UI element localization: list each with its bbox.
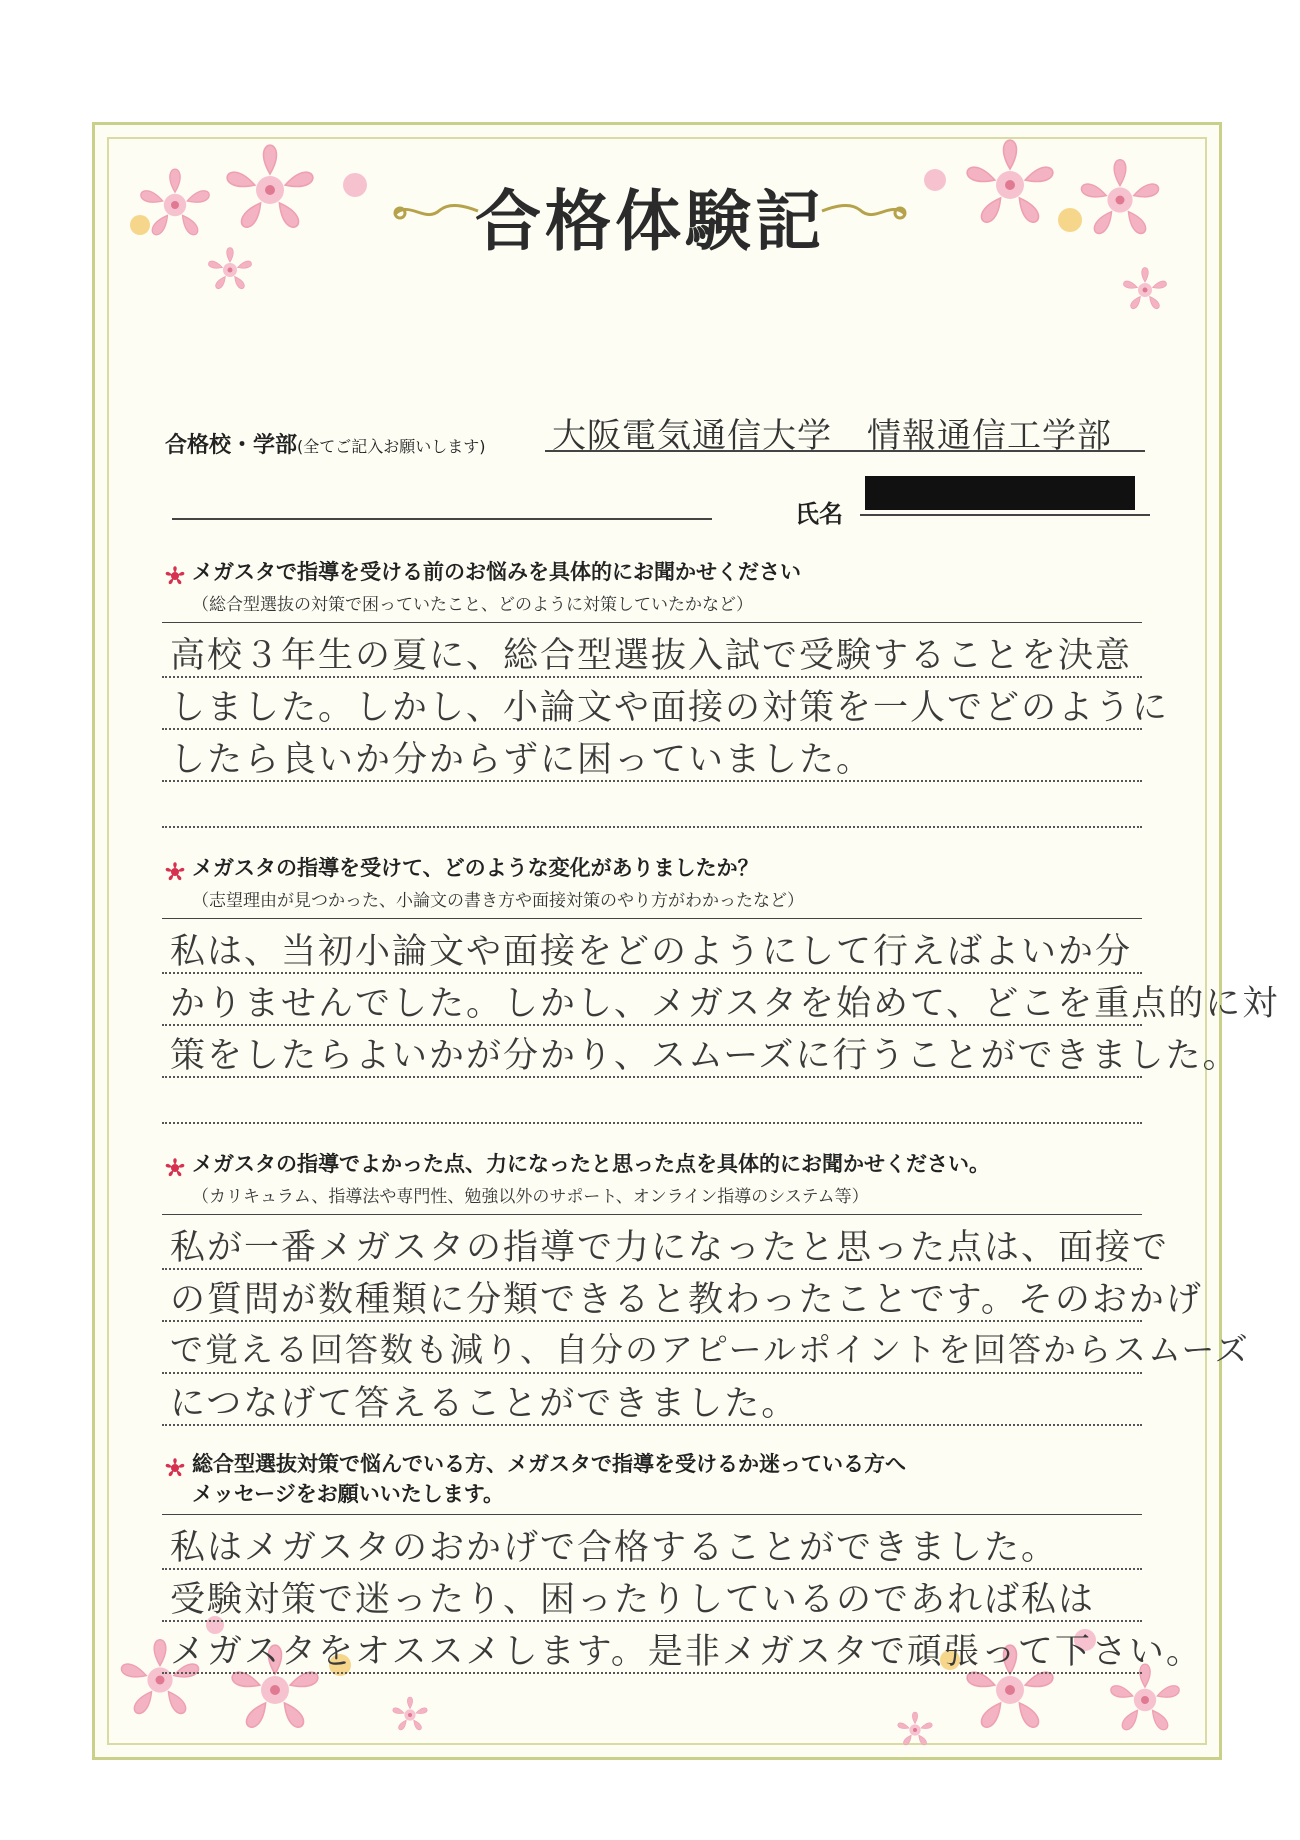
answer-top-line bbox=[162, 622, 1142, 623]
answer-rule bbox=[162, 972, 1142, 974]
answer-rule bbox=[162, 728, 1142, 730]
question-1-subtext: （総合型選抜の対策で困っていたこと、どのように対策していたかなど） bbox=[192, 595, 753, 615]
school-label-note: (全てご記入お願いします) bbox=[297, 437, 486, 456]
answer-1-line-2: しました。しかし、小論文や面接の対策を一人でどのように bbox=[170, 688, 1170, 728]
section-2 bbox=[162, 852, 1280, 1112]
answer-4-line-1: 私はメガスタのおかげで合格することができました。 bbox=[170, 1528, 1059, 1568]
school-underline bbox=[545, 450, 1145, 452]
sakura-bullet-icon bbox=[162, 1154, 188, 1180]
answer-1-line-1: 高校３年生の夏に、総合型選抜入試で受験することを決意 bbox=[170, 636, 1133, 676]
answer-3-line-1: 私が一番メガスタの指導で力になったと思った点は、面接で bbox=[170, 1228, 1170, 1268]
name-underline bbox=[860, 514, 1150, 516]
section-1 bbox=[162, 556, 1170, 816]
answer-2-line-2: かりませんでした。しかし、メガスタを始めて、どこを重点的に対 bbox=[170, 984, 1280, 1024]
question-3: メガスタの指導でよかった点、力になったと思った点を具体的にお聞かせください。 bbox=[192, 1152, 990, 1176]
sakura-bullet-icon bbox=[162, 562, 188, 588]
question-2: メガスタの指導を受けて、どのような変化がありましたか？ bbox=[192, 856, 759, 880]
answer-2-line-3: 策をしたらよいかが分かり、スムーズに行うことができました。 bbox=[170, 1036, 1240, 1076]
answer-rule bbox=[162, 780, 1142, 782]
section-4 bbox=[162, 1448, 1203, 1672]
answer-4-line-3: メガスタをオススメします。是非メガスタで頑張って下さい。 bbox=[170, 1632, 1203, 1672]
answer-rule bbox=[162, 1672, 1142, 1674]
answer-rule bbox=[162, 1424, 1142, 1426]
question-2-subtext: （志望理由が見つかった、小論文の書き方や面接対策のやり方がわかったなど） bbox=[192, 891, 804, 911]
sakura-bullet-icon bbox=[162, 858, 188, 884]
answer-rule bbox=[162, 1320, 1142, 1322]
answer-3-line-4: につなげて答えることができました。 bbox=[170, 1384, 799, 1424]
answer-rule bbox=[162, 1268, 1142, 1270]
school-label-text: 合格校・学部 bbox=[165, 433, 298, 458]
question-3-subtext: （カリキュラム、指導法や専門性、勉強以外のサポート、オンライン指導のシステム等） bbox=[192, 1187, 869, 1207]
answer-1-line-3: したら良いか分からずに困っていました。 bbox=[170, 740, 874, 780]
question-4-line-2: メッセージをお願いいたします。 bbox=[192, 1482, 505, 1506]
answer-rule bbox=[162, 1620, 1142, 1622]
answer-top-line bbox=[162, 1214, 1142, 1215]
answer-4-line-2: 受験対策で迷ったり、困ったりしているのであれば私は bbox=[170, 1580, 1096, 1620]
name-label: 氏名 bbox=[795, 500, 843, 528]
answer-rule bbox=[162, 676, 1142, 678]
answer-3-line-2: の質問が数種類に分類できると教わったことです。そのおかげ bbox=[170, 1280, 1203, 1320]
answer-rule bbox=[162, 1568, 1142, 1570]
answer-rule bbox=[162, 1372, 1142, 1374]
answer-rule bbox=[162, 1122, 1142, 1124]
blank-underline bbox=[172, 518, 712, 520]
name-redaction bbox=[865, 476, 1135, 510]
answer-top-line bbox=[162, 1514, 1142, 1515]
answer-rule bbox=[162, 1076, 1142, 1078]
question-1: メガスタで指導を受ける前のお悩みを具体的にお聞かせください bbox=[192, 560, 801, 584]
school-value: 大阪電気通信大学 情報通信工学部 bbox=[552, 416, 1112, 456]
title-ornament-right bbox=[820, 196, 910, 226]
answer-rule bbox=[162, 1024, 1142, 1026]
answer-rule bbox=[162, 826, 1142, 828]
page-title: 合格体験記 bbox=[475, 182, 825, 260]
answer-top-line bbox=[162, 918, 1142, 919]
answer-2-line-1: 私は、当初小論文や面接をどのようにして行えばよいか分 bbox=[170, 932, 1133, 972]
school-label bbox=[165, 428, 486, 459]
sakura-bullet-icon bbox=[162, 1454, 188, 1480]
answer-3-line-3: で覚える回答数も減り、自分のアピールポイントを回答からスムーズ bbox=[170, 1330, 1250, 1369]
section-3 bbox=[162, 1148, 1250, 1424]
question-4: 総合型選抜対策で悩んでいる方、メガスタで指導を受けるか迷っている方へ bbox=[192, 1452, 906, 1476]
